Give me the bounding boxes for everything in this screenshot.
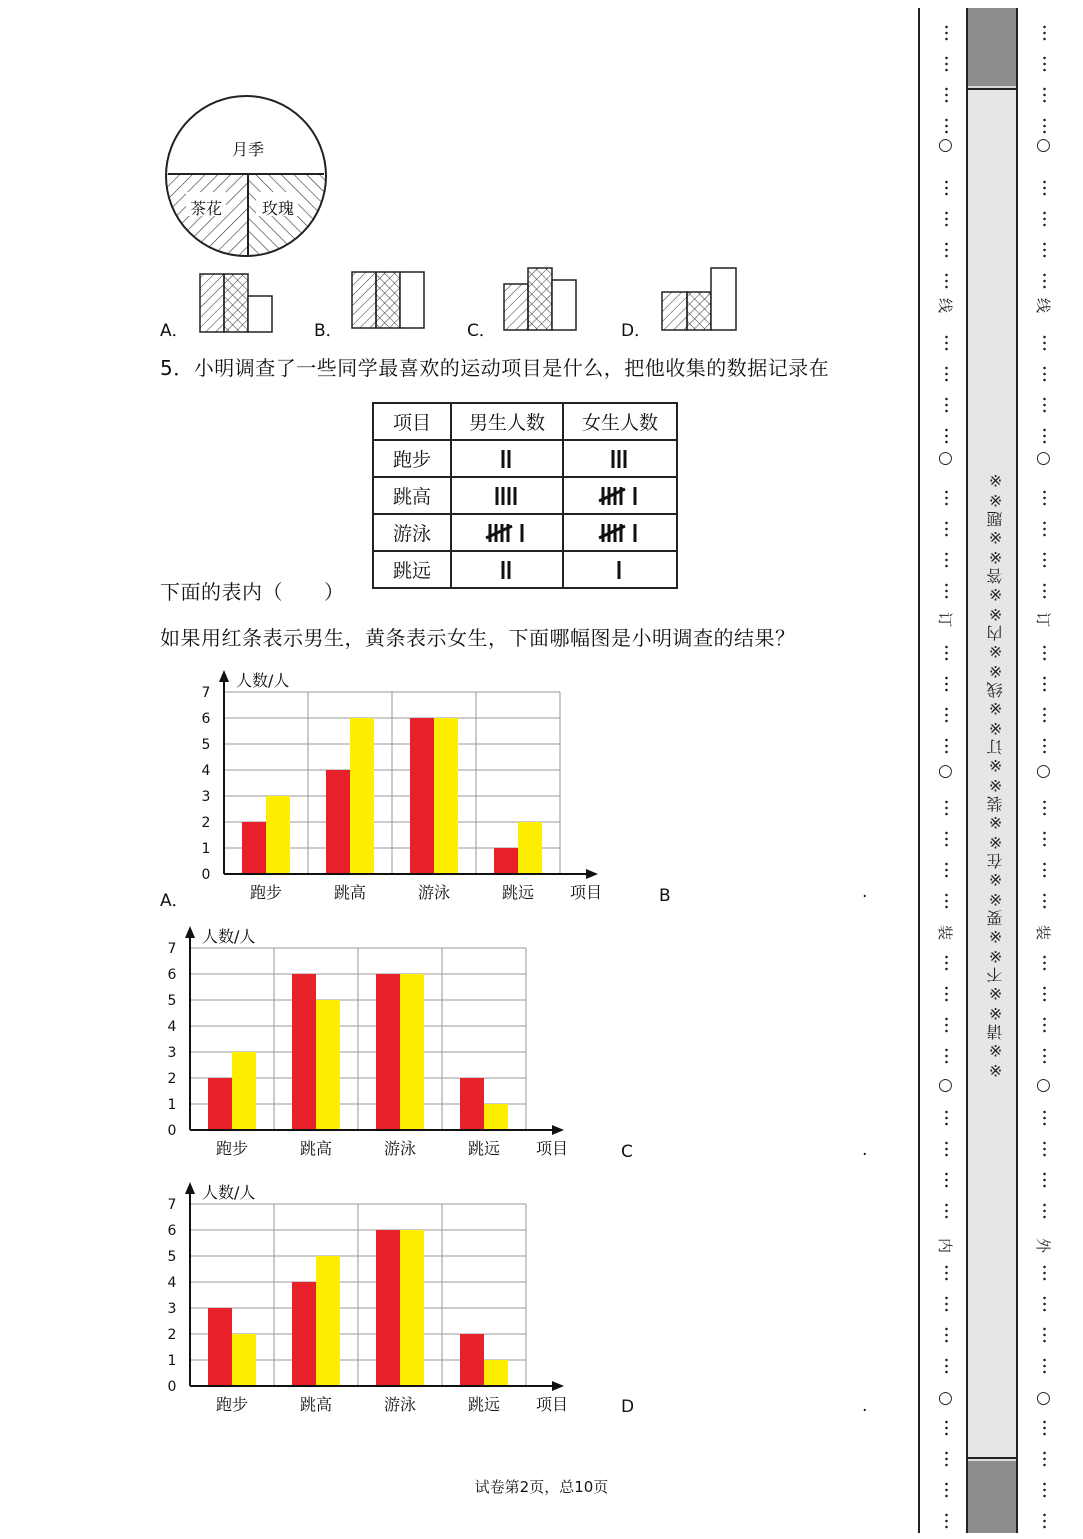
x-tick-label: 跑步 bbox=[215, 1395, 249, 1414]
dot-separator bbox=[1043, 830, 1046, 848]
dot-separator bbox=[1043, 1357, 1046, 1375]
y-tick-label: 2 bbox=[167, 1071, 177, 1087]
option-b-label[interactable]: B． bbox=[314, 321, 343, 341]
binding-circle: ○ bbox=[938, 1388, 953, 1408]
dot-separator bbox=[1043, 799, 1046, 817]
binding-circle: ○ bbox=[1036, 761, 1051, 781]
binding-mark: 订 bbox=[936, 611, 955, 628]
binding-mark: 装 bbox=[936, 924, 955, 941]
binding-circle: ○ bbox=[938, 761, 953, 781]
x-tick-label: 跳高 bbox=[299, 1395, 333, 1414]
tally-girls bbox=[563, 551, 677, 588]
dot-separator bbox=[1043, 582, 1046, 600]
y-tick-label: 3 bbox=[167, 1045, 177, 1061]
chart-c-dot: . bbox=[862, 1396, 868, 1416]
dot-separator bbox=[1043, 1450, 1046, 1468]
dot-separator bbox=[1043, 55, 1046, 73]
binding-dark-top bbox=[968, 8, 1016, 86]
dot-separator bbox=[945, 520, 948, 538]
dot-separator bbox=[945, 272, 948, 290]
binding-circle: ○ bbox=[938, 448, 953, 468]
bar bbox=[434, 718, 458, 874]
header-girls: 女生人数 bbox=[563, 403, 677, 440]
pie-label-rose: 玫瑰 bbox=[262, 199, 295, 218]
tally-marks bbox=[597, 520, 643, 546]
dot-separator bbox=[945, 55, 948, 73]
dot-separator bbox=[1043, 892, 1046, 910]
chart-b-letter[interactable]: B bbox=[659, 886, 671, 906]
y-tick-label: 2 bbox=[167, 1327, 177, 1343]
dot-separator bbox=[1043, 706, 1046, 724]
dot-separator bbox=[945, 861, 948, 879]
dot-separator bbox=[945, 675, 948, 693]
y-axis-label: 人数/人 bbox=[202, 927, 256, 946]
x-axis-label: 项目 bbox=[570, 883, 603, 902]
dot-separator bbox=[945, 1171, 948, 1189]
header-item: 项目 bbox=[373, 403, 451, 440]
dot-separator bbox=[945, 1450, 948, 1468]
dot-separator bbox=[945, 706, 948, 724]
dot-separator bbox=[1043, 1016, 1046, 1034]
dot-separator bbox=[945, 396, 948, 414]
dot-separator bbox=[1043, 520, 1046, 538]
x-axis-arrow bbox=[552, 1125, 564, 1135]
question-5-line3: 如果用红条表示男生，黄条表示女生，下面哪幅图是小明调查的结果？ bbox=[160, 626, 796, 650]
bar bbox=[484, 1104, 508, 1130]
option-c-label[interactable]: C． bbox=[467, 321, 496, 341]
y-axis-arrow bbox=[219, 670, 229, 682]
bar bbox=[316, 1000, 340, 1130]
bar bbox=[326, 770, 350, 874]
y-tick-label: 3 bbox=[167, 1301, 177, 1317]
binding-line-inner bbox=[918, 8, 920, 1533]
binding-circle: ○ bbox=[1036, 1075, 1051, 1095]
bar bbox=[518, 822, 542, 874]
y-tick-label: 0 bbox=[167, 1123, 177, 1139]
bar bbox=[484, 1360, 508, 1386]
tally-marks bbox=[613, 557, 627, 583]
y-tick-label: 6 bbox=[167, 967, 177, 983]
dot-separator bbox=[1043, 1326, 1046, 1344]
x-tick-label: 跑步 bbox=[215, 1139, 249, 1158]
dot-separator bbox=[1043, 1171, 1046, 1189]
dot-separator bbox=[1043, 1264, 1046, 1282]
x-axis-label: 项目 bbox=[536, 1395, 569, 1414]
y-tick-label: 4 bbox=[201, 763, 211, 779]
y-axis-label: 人数/人 bbox=[236, 671, 290, 690]
pie-label-camellia: 茶花 bbox=[190, 199, 223, 218]
dot-separator bbox=[945, 489, 948, 507]
x-tick-label: 游泳 bbox=[383, 1395, 417, 1414]
chart-a-letter[interactable]: A． bbox=[160, 891, 189, 911]
dot-separator bbox=[945, 1016, 948, 1034]
dot-separator bbox=[945, 954, 948, 972]
dot-separator bbox=[945, 179, 948, 197]
dot-separator bbox=[945, 1109, 948, 1127]
dot-separator bbox=[945, 1295, 948, 1313]
option-c-bar-figure[interactable] bbox=[502, 264, 580, 334]
x-tick-label: 跳远 bbox=[467, 1395, 501, 1414]
bar bbox=[232, 1334, 256, 1386]
y-tick-label: 4 bbox=[167, 1019, 177, 1035]
dot-separator bbox=[1043, 1481, 1046, 1499]
dot-separator bbox=[1043, 551, 1046, 569]
tally-marks bbox=[597, 483, 643, 509]
header-boys: 男生人数 bbox=[451, 403, 563, 440]
y-tick-label: 5 bbox=[201, 737, 211, 753]
dot-separator bbox=[945, 1326, 948, 1344]
pie-label-rose-moon: 月季 bbox=[232, 140, 265, 159]
survey-table bbox=[372, 402, 678, 589]
dot-separator bbox=[1043, 675, 1046, 693]
y-axis-arrow bbox=[185, 926, 195, 938]
dot-separator bbox=[1043, 1512, 1046, 1530]
bar bbox=[400, 1230, 424, 1386]
binding-circle: ○ bbox=[938, 135, 953, 155]
dot-separator bbox=[945, 1202, 948, 1220]
dot-separator bbox=[945, 210, 948, 228]
dot-separator bbox=[945, 24, 948, 42]
question-5-line2: 下面的表内（ ） bbox=[160, 580, 345, 604]
dot-separator bbox=[945, 1481, 948, 1499]
bar-chart-option-b[interactable] bbox=[156, 918, 586, 1168]
table-row bbox=[373, 440, 677, 477]
dot-separator bbox=[1043, 954, 1046, 972]
dot-separator bbox=[1043, 985, 1046, 1003]
bar bbox=[410, 718, 434, 874]
tally-marks bbox=[497, 446, 517, 472]
table-row bbox=[373, 477, 677, 514]
bar bbox=[266, 796, 290, 874]
option-d-bar-figure[interactable] bbox=[660, 264, 740, 334]
bar bbox=[460, 1078, 484, 1130]
tally-boys bbox=[451, 514, 563, 551]
y-tick-label: 6 bbox=[167, 1223, 177, 1239]
dot-separator bbox=[1043, 1419, 1046, 1437]
x-tick-label: 跑步 bbox=[249, 883, 283, 902]
tally-boys bbox=[451, 551, 563, 588]
dot-separator bbox=[945, 892, 948, 910]
dot-separator bbox=[1043, 241, 1046, 259]
option-d-label[interactable]: D． bbox=[621, 321, 652, 341]
dot-separator bbox=[1043, 489, 1046, 507]
dot-separator bbox=[1043, 644, 1046, 662]
x-tick-label: 跳高 bbox=[333, 883, 367, 902]
bar bbox=[232, 1052, 256, 1130]
tally-boys bbox=[451, 477, 563, 514]
bar bbox=[316, 1256, 340, 1386]
binding-circle: ○ bbox=[938, 1075, 953, 1095]
binding-mark: 外 bbox=[1034, 1237, 1053, 1254]
y-axis-label: 人数/人 bbox=[202, 1183, 256, 1202]
y-tick-label: 4 bbox=[167, 1275, 177, 1291]
y-axis-arrow bbox=[185, 1182, 195, 1194]
x-axis-label: 项目 bbox=[536, 1139, 569, 1158]
y-tick-label: 7 bbox=[167, 941, 177, 957]
dot-separator bbox=[945, 551, 948, 569]
bar-chart-option-a[interactable] bbox=[190, 660, 620, 910]
y-tick-label: 1 bbox=[167, 1353, 177, 1369]
row-item: 跳远 bbox=[373, 551, 451, 588]
dot-separator bbox=[945, 86, 948, 104]
row-item: 跑步 bbox=[373, 440, 451, 477]
x-axis-arrow bbox=[586, 869, 598, 879]
binding-mark: 订 bbox=[1034, 611, 1053, 628]
y-tick-label: 7 bbox=[201, 685, 211, 701]
table-row bbox=[373, 551, 677, 588]
dot-separator bbox=[1043, 861, 1046, 879]
dot-separator bbox=[945, 1264, 948, 1282]
bar bbox=[376, 1230, 400, 1386]
dot-separator bbox=[1043, 1047, 1046, 1065]
bar bbox=[208, 1078, 232, 1130]
y-tick-label: 5 bbox=[167, 993, 177, 1009]
bar bbox=[208, 1308, 232, 1386]
dot-separator bbox=[945, 985, 948, 1003]
y-tick-label: 2 bbox=[201, 815, 211, 831]
tally-girls bbox=[563, 477, 677, 514]
x-tick-label: 跳远 bbox=[501, 883, 535, 902]
dot-separator bbox=[945, 1419, 948, 1437]
y-tick-label: 5 bbox=[167, 1249, 177, 1265]
dot-separator bbox=[945, 1357, 948, 1375]
x-axis-arrow bbox=[552, 1381, 564, 1391]
bar-chart-option-c[interactable] bbox=[156, 1172, 586, 1422]
tally-marks bbox=[497, 557, 517, 583]
chart-a-dot: . bbox=[862, 882, 868, 902]
dot-separator bbox=[945, 1512, 948, 1530]
table-header-row bbox=[373, 403, 677, 440]
bar bbox=[292, 974, 316, 1130]
flower-pie-chart bbox=[160, 92, 335, 262]
dot-separator bbox=[945, 1047, 948, 1065]
dot-separator bbox=[945, 799, 948, 817]
dot-separator bbox=[1043, 1109, 1046, 1127]
dot-separator bbox=[1043, 1140, 1046, 1158]
row-item: 跳高 bbox=[373, 477, 451, 514]
bar bbox=[350, 718, 374, 874]
chart-c-letter[interactable]: C bbox=[621, 1142, 633, 1162]
y-tick-label: 0 bbox=[201, 867, 211, 883]
dot-separator bbox=[945, 582, 948, 600]
bar bbox=[242, 822, 266, 874]
dot-separator bbox=[945, 117, 948, 135]
tally-girls bbox=[563, 514, 677, 551]
dot-separator bbox=[1043, 396, 1046, 414]
dot-separator bbox=[945, 737, 948, 755]
dot-separator bbox=[1043, 24, 1046, 42]
dot-separator bbox=[945, 427, 948, 445]
dot-separator bbox=[1043, 1202, 1046, 1220]
dot-separator bbox=[945, 334, 948, 352]
dot-separator bbox=[1043, 427, 1046, 445]
outer-dotted-column bbox=[1034, 8, 1058, 1533]
binding-mark: 线 bbox=[936, 297, 955, 314]
tally-marks bbox=[484, 520, 530, 546]
dot-separator bbox=[1043, 117, 1046, 135]
binding-mark: 内 bbox=[936, 1237, 955, 1254]
bar bbox=[400, 974, 424, 1130]
dot-separator bbox=[1043, 365, 1046, 383]
binding-mark: 线 bbox=[1034, 297, 1053, 314]
y-tick-label: 0 bbox=[167, 1379, 177, 1395]
y-tick-label: 3 bbox=[201, 789, 211, 805]
chart-b-dot: . bbox=[862, 1140, 868, 1160]
option-a-bar-figure[interactable] bbox=[198, 270, 276, 334]
dot-separator bbox=[1043, 210, 1046, 228]
binding-circle: ○ bbox=[1036, 448, 1051, 468]
dot-separator bbox=[945, 1140, 948, 1158]
inner-dotted-column bbox=[936, 8, 960, 1533]
x-tick-label: 游泳 bbox=[417, 883, 451, 902]
dot-separator bbox=[945, 644, 948, 662]
binding-notice: ※※请※※不※※要※※在※※装※※订※※线※※内※※答※※题※※ bbox=[986, 470, 1005, 1080]
x-tick-label: 跳远 bbox=[467, 1139, 501, 1158]
dot-separator bbox=[1043, 179, 1046, 197]
y-tick-label: 1 bbox=[201, 841, 211, 857]
x-tick-label: 游泳 bbox=[383, 1139, 417, 1158]
y-tick-label: 6 bbox=[201, 711, 211, 727]
dot-separator bbox=[945, 365, 948, 383]
binding-dark-bottom bbox=[968, 1461, 1016, 1533]
binding-circle: ○ bbox=[1036, 1388, 1051, 1408]
bar bbox=[494, 848, 518, 874]
y-tick-label: 7 bbox=[167, 1197, 177, 1213]
dot-separator bbox=[945, 241, 948, 259]
chart-d-letter[interactable]: D bbox=[621, 1397, 635, 1417]
binding-circle: ○ bbox=[1036, 135, 1051, 155]
question-5-line1: 5．小明调查了一些同学最喜欢的运动项目是什么，把他收集的数据记录在 bbox=[160, 356, 830, 380]
binding-mark: 装 bbox=[1034, 924, 1053, 941]
dot-separator bbox=[1043, 272, 1046, 290]
tally-girls bbox=[563, 440, 677, 477]
table-row bbox=[373, 514, 677, 551]
dot-separator bbox=[1043, 86, 1046, 104]
tally-marks bbox=[491, 483, 523, 509]
dot-separator bbox=[945, 830, 948, 848]
y-tick-label: 1 bbox=[167, 1097, 177, 1113]
tally-marks bbox=[607, 446, 633, 472]
bar bbox=[460, 1334, 484, 1386]
option-b-bar-figure[interactable] bbox=[350, 268, 428, 332]
bar bbox=[376, 974, 400, 1130]
page-footer: 试卷第2页，总10页 bbox=[474, 1478, 609, 1496]
row-item: 游泳 bbox=[373, 514, 451, 551]
dot-separator bbox=[1043, 334, 1046, 352]
option-a-label[interactable]: A． bbox=[160, 321, 189, 341]
bar bbox=[292, 1282, 316, 1386]
tally-boys bbox=[451, 440, 563, 477]
x-tick-label: 跳高 bbox=[299, 1139, 333, 1158]
dot-separator bbox=[1043, 737, 1046, 755]
dot-separator bbox=[1043, 1295, 1046, 1313]
